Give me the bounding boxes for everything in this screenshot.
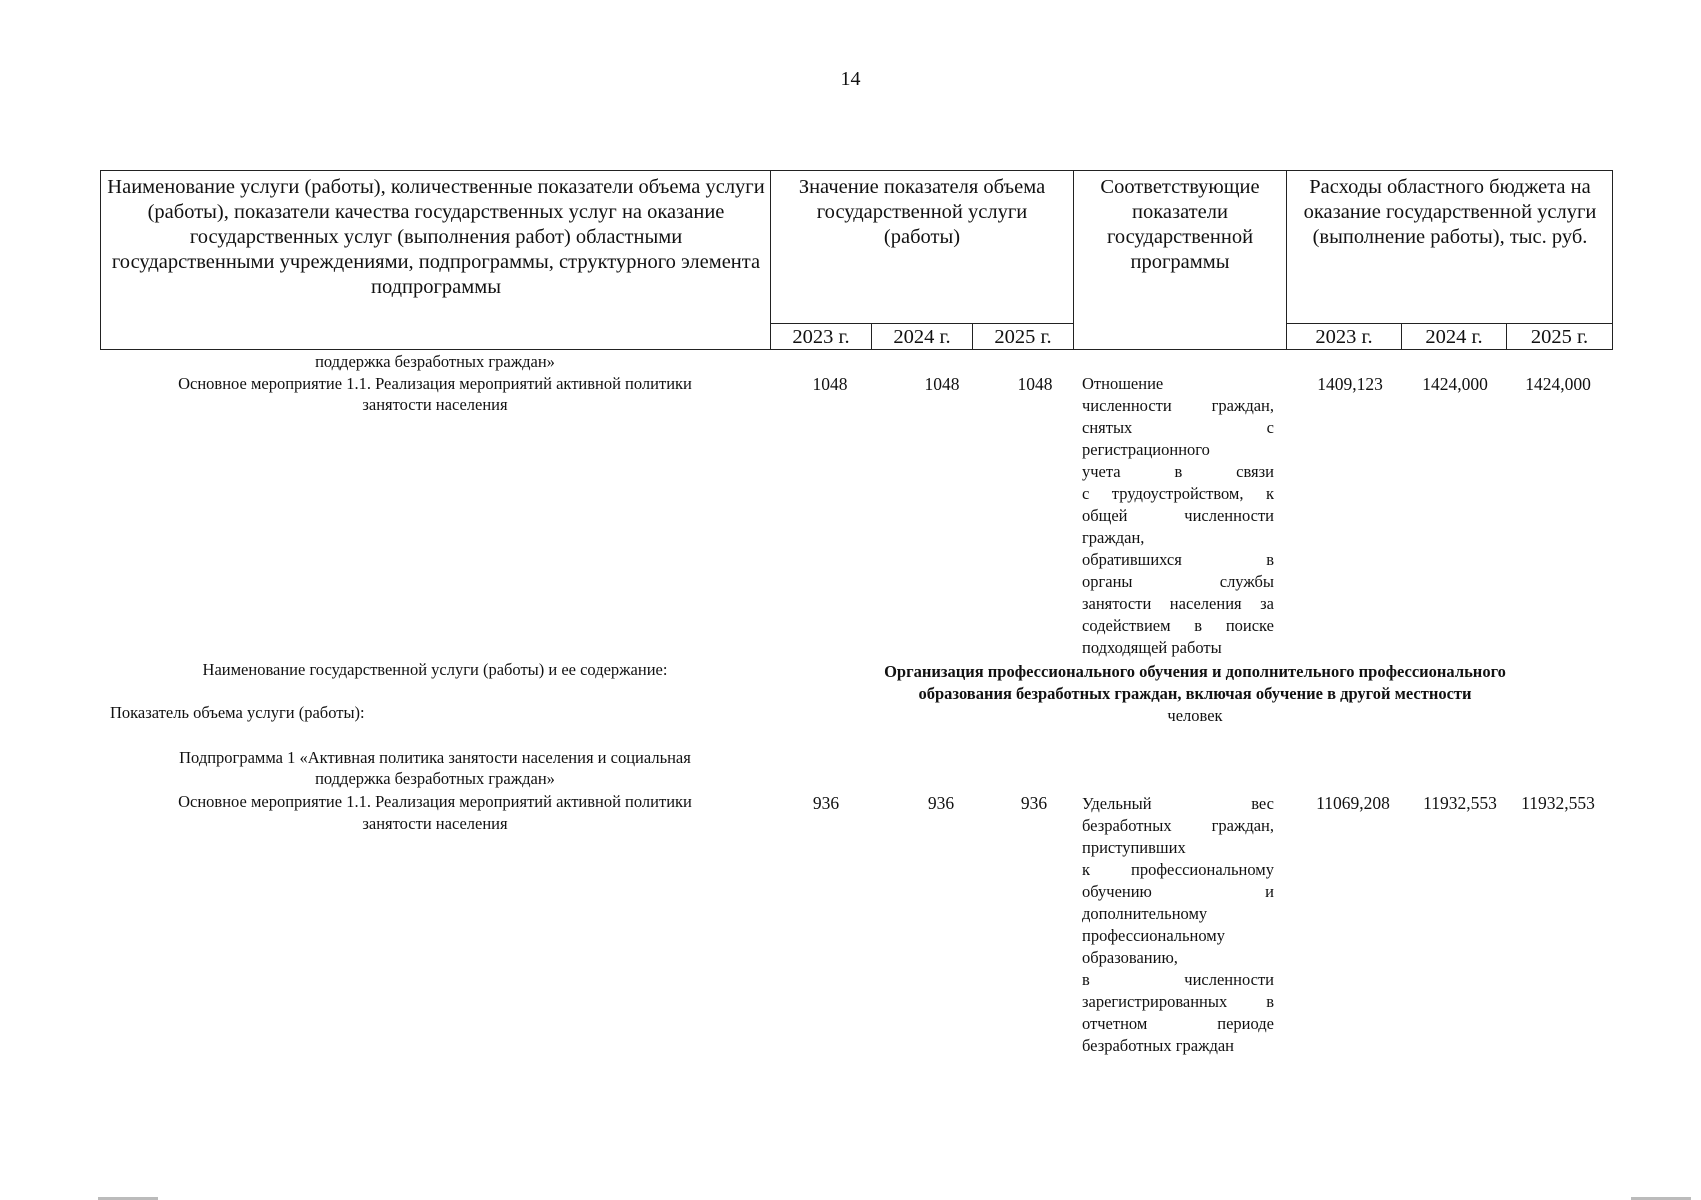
header-year: 2025 г. <box>994 326 1052 348</box>
block1-indicator <box>1082 373 1274 659</box>
block1-value-2024: 1048 <box>924 374 960 394</box>
table-header <box>100 170 1613 350</box>
header-divider <box>1073 171 1074 349</box>
indicator-line: обратившихся в <box>1082 550 1274 569</box>
indicator-line: с трудоустройством, к <box>1082 484 1274 503</box>
indicator-line: снятых с <box>1082 418 1274 437</box>
indicator-line: в численности <box>1082 970 1274 989</box>
header-year: 2024 г. <box>1425 326 1483 348</box>
block2-expense-2024: 11932,553 <box>1423 793 1497 813</box>
indicator-line: Отношение <box>1082 374 1164 393</box>
indicator-line: дополнительному <box>1082 904 1208 923</box>
volume-label: Показатель объема услуги (работы): <box>110 703 365 722</box>
header-col-indicators: Соответствующие показатели государственной программы <box>1100 176 1260 273</box>
indicator-line: численности граждан, <box>1082 396 1274 415</box>
indicator-line: занятости населения за <box>1082 594 1274 613</box>
service-name-value: Организация профессионального обучения и дополнительного профессионального <box>884 662 1506 681</box>
header-year: 2024 г. <box>893 326 951 348</box>
block1-value-2023: 1048 <box>812 374 848 394</box>
service-name-label: Наименование государственной услуги (работы) и ее содержание: <box>202 660 668 679</box>
indicator-line: к профессиональному <box>1082 860 1274 879</box>
block1-measure: Основное мероприятие 1.1. Реализация мероприятий активной политики <box>178 374 692 393</box>
block1-measure: занятости населения <box>362 395 508 414</box>
indicator-line: безработных граждан, <box>1082 816 1274 835</box>
block2-expense-2025: 11932,553 <box>1521 793 1595 813</box>
indicator-line: учета в связи <box>1082 462 1274 481</box>
block1-continuation: поддержка безработных граждан» <box>315 352 555 371</box>
header-divider <box>770 323 1073 324</box>
indicator-line: обучению и <box>1082 882 1274 901</box>
indicator-line: содействием в поиске <box>1082 616 1274 635</box>
indicator-line: профессиональному <box>1082 926 1225 945</box>
block2-value-2025: 936 <box>1020 793 1048 813</box>
block2-subprogram: Подпрограмма 1 «Активная политика занятости населения и социальная <box>179 748 691 767</box>
indicator-line: Удельный вес <box>1082 794 1274 813</box>
block2-expense-2023: 11069,208 <box>1316 793 1390 813</box>
indicator-line: образованию, <box>1082 948 1178 967</box>
block2-indicator <box>1082 793 1274 1057</box>
indicator-line: зарегистрированных в <box>1082 992 1274 1011</box>
block2-value-2023: 936 <box>812 793 840 813</box>
indicator-line: граждан, <box>1082 528 1145 547</box>
header-year: 2023 г. <box>1315 326 1373 348</box>
header-col-values: Значение показателя объема государственной услуги (работы) <box>798 176 1046 248</box>
block2-measure: занятости населения <box>362 814 508 833</box>
block2-value-2024: 936 <box>927 793 955 813</box>
block1-value-2025: 1048 <box>1017 374 1053 394</box>
indicator-line: отчетном периоде <box>1082 1014 1274 1033</box>
header-year: 2025 г. <box>1530 326 1589 348</box>
block1-expense-2024: 1424,000 <box>1422 374 1488 394</box>
page-number: 14 <box>840 68 861 90</box>
block1-expense-2025: 1424,000 <box>1525 374 1591 394</box>
service-name-value: образования безработных граждан, включая обучение в другой местности <box>918 684 1472 703</box>
block1-expense-2023: 1409,123 <box>1317 374 1383 394</box>
header-col-expenses: Расходы областного бюджета на оказание государственной услуги (выполнение работы), тыс. руб. <box>1303 176 1597 248</box>
header-year: 2023 г. <box>792 326 850 348</box>
indicator-line: безработных граждан <box>1082 1036 1235 1055</box>
indicator-line: регистрационного <box>1082 440 1210 459</box>
block2-measure: Основное мероприятие 1.1. Реализация мероприятий активной политики <box>178 792 692 811</box>
header-col-name: Наименование услуги (работы), количественные показатели объема услуги (работы), показатели качества государственных услуг на оказание государственных услуг (выполнения работ) областными государственными учреждениями, подпрограммы, структурного элемента подпрограммы <box>107 176 765 298</box>
indicator-line: подходящей работы <box>1082 638 1222 657</box>
volume-unit: человек <box>1167 706 1223 725</box>
indicator-line: органы службы <box>1082 572 1274 591</box>
indicator-line: приступивших <box>1082 838 1186 857</box>
header-divider <box>1286 323 1612 324</box>
indicator-line: общей численности <box>1082 506 1274 525</box>
block2-subprogram: поддержка безработных граждан» <box>315 769 555 788</box>
